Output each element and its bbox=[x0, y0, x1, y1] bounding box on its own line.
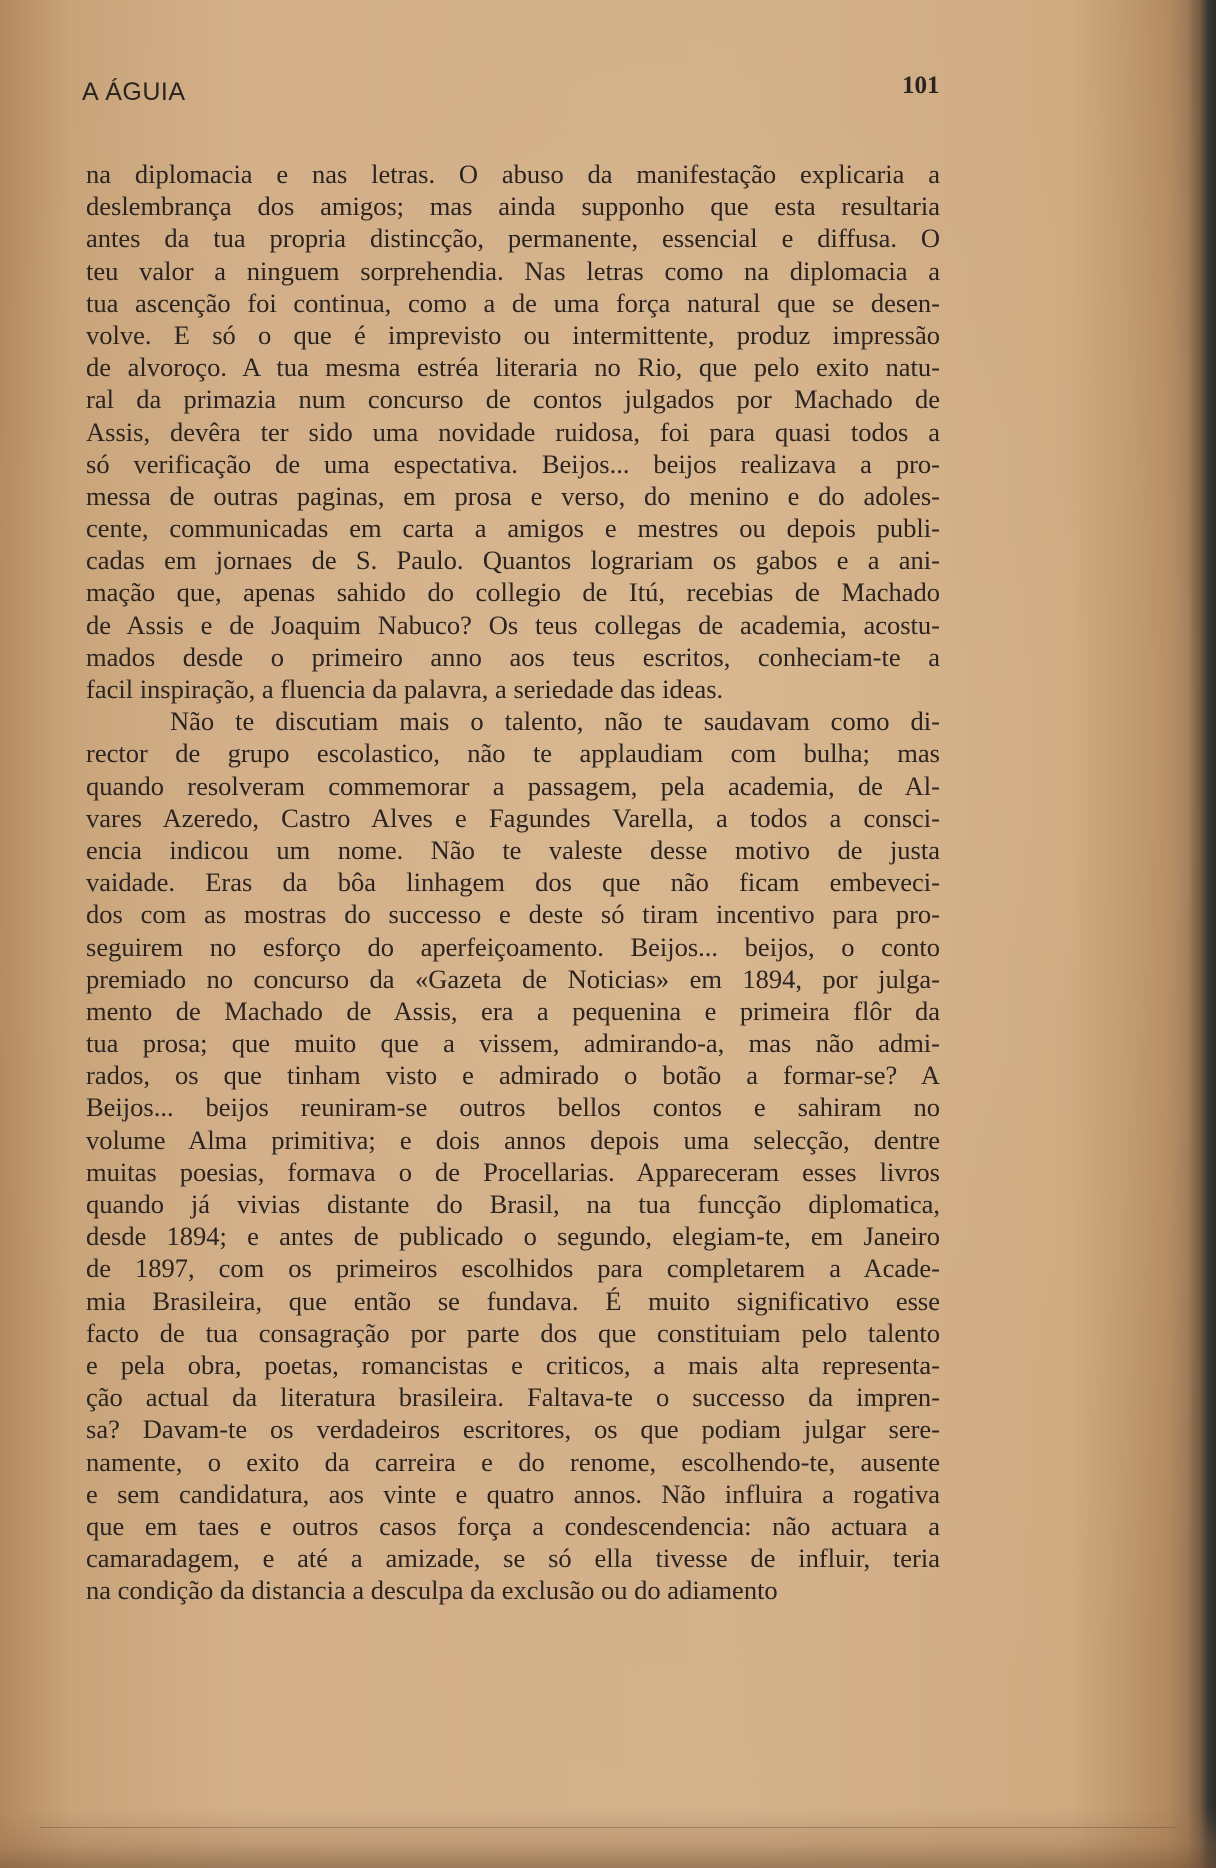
text-line: rector de grupo escolastico, não te applaudiam com bulha; mas bbox=[86, 738, 940, 769]
text-line: tua ascenção foi continua, como a de uma força natural que se desen- bbox=[86, 287, 940, 318]
text-line: de Assis e de Joaquim Nabuco? Os teus collegas de academia, acostu- bbox=[86, 609, 940, 640]
text-line: muitas poesias, formava o de Procellarias. Appareceram esses livros bbox=[86, 1156, 940, 1187]
text-line: na condição da distancia a desculpa da exclusão ou do adiamento bbox=[86, 1575, 778, 1606]
text-line: ção actual da literatura brasileira. Faltava-te o successo da impren- bbox=[86, 1382, 940, 1413]
page-edge-shadow bbox=[1188, 0, 1216, 1868]
text-line: camaradagem, e até a amizade, se só ella tivesse de influir, teria bbox=[86, 1543, 940, 1574]
text-line: encia indicou um nome. Não te valeste desse motivo de justa bbox=[86, 834, 940, 865]
body-text bbox=[86, 158, 940, 1606]
text-line: volve. E só o que é imprevisto ou intermittente, produz impressão bbox=[86, 319, 940, 350]
text-line: seguirem no esforço do aperfeiçoamento. Beijos... beijos, o conto bbox=[86, 931, 940, 962]
text-line: tua prosa; que muito que a vissem, admirando-a, mas não admi- bbox=[86, 1028, 940, 1059]
text-line: desde 1894; e antes de publicado o segundo, elegiam-te, em Janeiro bbox=[86, 1221, 940, 1252]
text-line: sa? Davam-te os verdadeiros escritores, os que podiam julgar sere- bbox=[86, 1414, 940, 1445]
text-line: volume Alma primitiva; e dois annos depois uma selecção, dentre bbox=[86, 1124, 940, 1155]
text-line: ral da primazia num concurso de contos julgados por Machado de bbox=[86, 384, 940, 415]
paragraph-start-line: Não te discutiam mais o talento, não te saudavam como di- bbox=[170, 706, 940, 737]
text-line: premiado no concurso da «Gazeta de Noticias» em 1894, por julga- bbox=[86, 963, 940, 994]
text-line: facil inspiração, a fluencia da palavra, a seriedade das ideas. bbox=[86, 674, 724, 704]
text-line: e pela obra, poetas, romancistas e criticos, a mais alta representa- bbox=[86, 1349, 940, 1380]
text-line: antes da tua propria distincção, permanente, essencial e diffusa. O bbox=[86, 223, 940, 254]
text-line: vares Azeredo, Castro Alves e Fagundes Varella, a todos a consci- bbox=[86, 802, 940, 833]
text-line: rados, os que tinham visto e admirado o botão a formar-se? A bbox=[86, 1060, 940, 1091]
text-line: dos com as mostras do successo e deste só tiram incentivo para pro- bbox=[86, 899, 940, 930]
text-line: quando resolveram commemorar a passagem, pela academia, de Al- bbox=[86, 770, 940, 801]
text-line: deslembrança dos amigos; mas ainda supponho que esta resultaria bbox=[86, 191, 940, 222]
text-line: vaidade. Eras da bôa linhagem dos que não ficam embeveci- bbox=[86, 867, 940, 898]
text-line: Assis, devêra ter sido uma novidade ruidosa, foi para quasi todos a bbox=[86, 416, 940, 447]
text-line: mento de Machado de Assis, era a pequenina e primeira flôr da bbox=[86, 995, 940, 1026]
text-line: Beijos... beijos reuniram-se outros bellos contos e sahiram no bbox=[86, 1092, 940, 1123]
text-line: mação que, apenas sahido do collegio de Itú, recebias de Machado bbox=[86, 577, 940, 608]
text-line: facto de tua consagração por parte dos que constituiam pelo talento bbox=[86, 1317, 940, 1348]
text-line: quando já vivias distante do Brasil, na tua funcção diplomatica, bbox=[86, 1189, 940, 1219]
text-line: namente, o exito da carreira e do renome, escolhendo-te, ausente bbox=[86, 1446, 940, 1477]
text-line: que em taes e outros casos força a condescendencia: não actuara a bbox=[86, 1510, 940, 1541]
bottom-rule bbox=[40, 1827, 1176, 1828]
text-line: de alvoroço. A tua mesma estréa literaria no Rio, que pelo exito natu- bbox=[86, 352, 940, 383]
page-number: 101 bbox=[902, 72, 940, 99]
text-line: mia Brasileira, que então se fundava. É muito significativo esse bbox=[86, 1285, 940, 1316]
text-line: cente, communicadas em carta a amigos e mestres ou depois publi- bbox=[86, 513, 940, 544]
text-line: mados desde o primeiro anno aos teus escritos, conheciam-te a bbox=[86, 641, 940, 672]
text-line: na diplomacia e nas letras. O abuso da manifestação explicaria a bbox=[86, 159, 940, 189]
text-line: e sem candidatura, aos vinte e quatro annos. Não influira a rogativa bbox=[86, 1478, 940, 1509]
text-line: messa de outras paginas, em prosa e verso, do menino e do adoles- bbox=[86, 480, 940, 511]
text-line: teu valor a ninguem sorprehendia. Nas letras como na diplomacia a bbox=[86, 255, 940, 286]
page-header bbox=[0, 72, 1216, 112]
text-line: só verificação de uma espectativa. Beijos... beijos realizava a pro- bbox=[86, 448, 940, 479]
running-head: A ÁGUIA bbox=[82, 78, 186, 106]
text-line: cadas em jornaes de S. Paulo. Quantos lograriam os gabos e a ani- bbox=[86, 545, 940, 576]
page-bottom-shade bbox=[0, 1808, 1216, 1868]
text-line: de 1897, com os primeiros escolhidos para completarem a Acade- bbox=[86, 1253, 940, 1284]
